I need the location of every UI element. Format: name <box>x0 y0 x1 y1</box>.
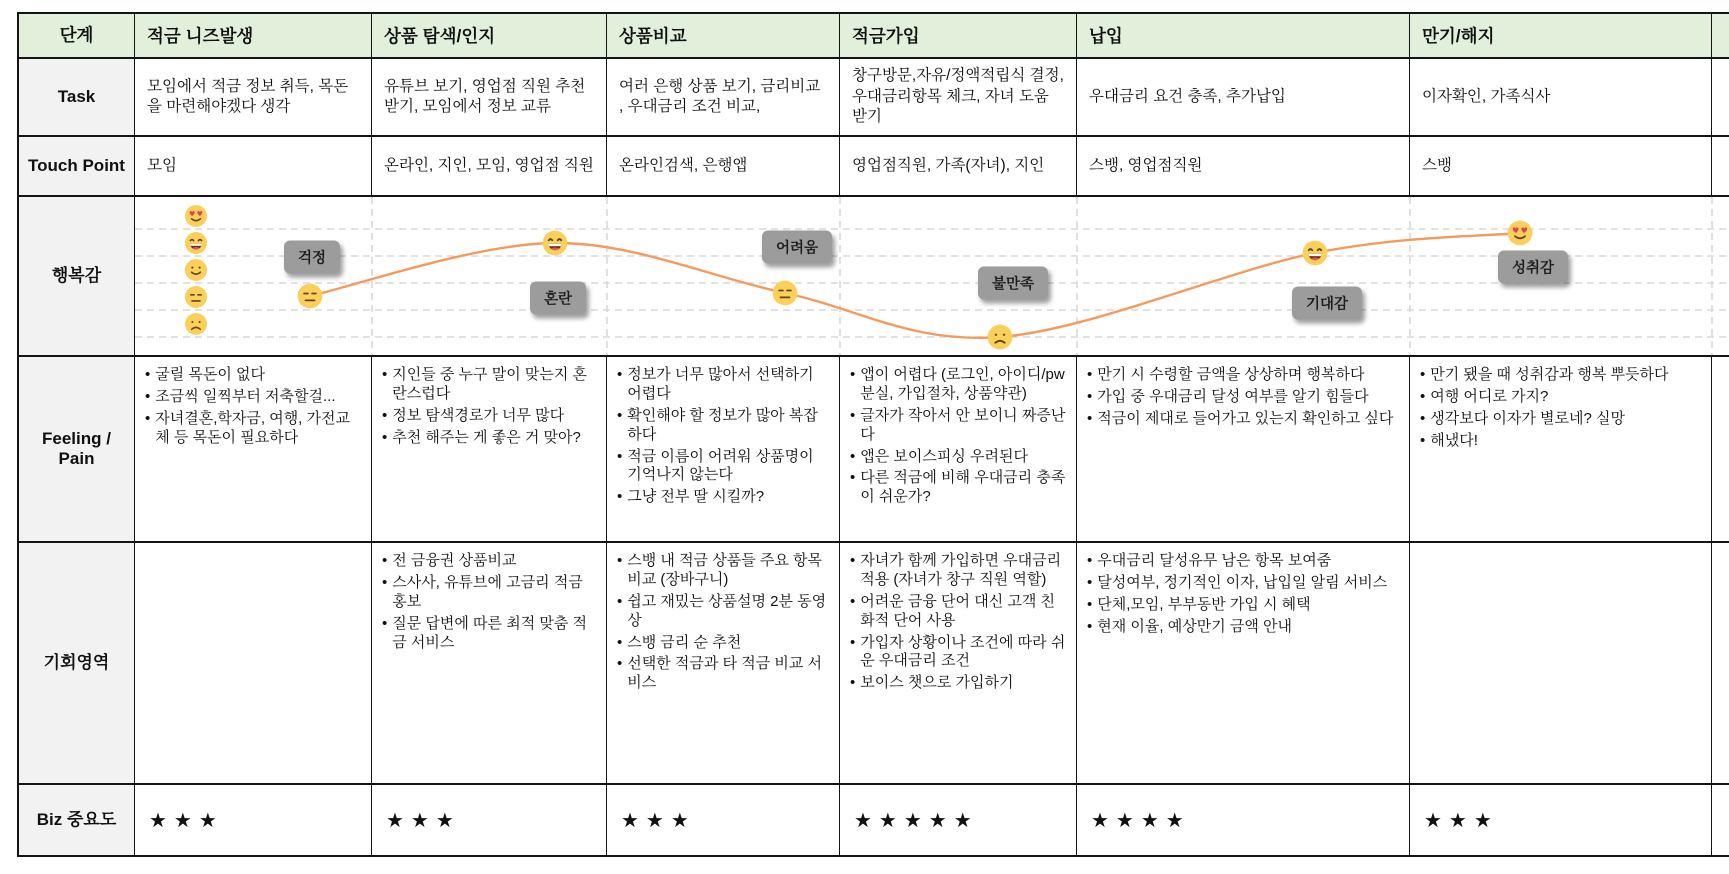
bullet-item: • 선택한 적금과 타 적금 비교 서비스 <box>617 655 822 692</box>
emotion-point-heart-eyes-emoji-icon <box>1507 220 1534 247</box>
feeling-list <box>607 357 840 541</box>
bullet-item: • 앱은 보이스피싱 우려된다 <box>850 447 1028 465</box>
bullet-dot: • <box>1087 387 1093 405</box>
biz-stars-cell: ★★★ <box>372 785 607 855</box>
bullet-item: • 쉽고 재밌는 상품설명 2분 동영상 <box>617 592 827 629</box>
opportunity-list <box>1410 543 1712 783</box>
bullet-dot: • <box>1087 595 1093 613</box>
bullet-item: • 달성여부, 정기적인 이자, 납입일 알림 서비스 <box>1087 573 1388 591</box>
bullet-item: • 확인해야 할 정보가 많아 복잡하다 <box>617 406 818 443</box>
bullet-item: • 생각보다 이자가 별로네? 실망 <box>1420 409 1625 427</box>
stage-header-maturity: 만기/해지 <box>1410 14 1712 57</box>
bullet-dot: • <box>617 592 623 610</box>
biz-cell-cropped <box>1712 785 1729 855</box>
task-cell: 유튜브 보기, 영업점 직원 추천 받기, 모임에서 정보 교류 <box>372 59 607 135</box>
bullet-item: • 어려운 금융 단어 대신 고객 친화적 단어 사용 <box>850 592 1055 629</box>
customer-journey-map <box>17 12 1729 857</box>
row-label-happiness: 행복감 <box>19 197 135 355</box>
row-label-biz: Biz 중요도 <box>19 785 135 855</box>
biz-stars-cell: ★★★ <box>607 785 840 855</box>
bullet-item: • 그냥 전부 딸 시킬까? <box>617 488 765 506</box>
touchpoint-cell: 온라인검색, 은행앱 <box>607 137 840 195</box>
bullet-item: • 해냈다! <box>1420 431 1478 449</box>
emotion-point-neutral-emoji-icon <box>772 280 799 307</box>
feeling-list <box>135 357 372 541</box>
bullet-dot: • <box>850 366 856 383</box>
bullet-dot: • <box>1087 552 1093 569</box>
bullet-dot: • <box>145 409 151 427</box>
bullet-item: • 글자가 작아서 안 보이니 짜증난다 <box>850 406 1066 443</box>
bullet-item: • 만기 됐을 때 성취감과 행복 뿌듯하다 <box>1420 366 1669 383</box>
row-label-stage: 단계 <box>19 14 135 57</box>
bullet-item: • 추천 해주는 게 좋은 거 맞아? <box>382 428 581 446</box>
stage-header-needs: 적금 니즈발생 <box>135 14 372 57</box>
bullet-item: • 가입자 상황이나 조건에 따라 쉬운 우대금리 조건 <box>850 633 1066 670</box>
stage-header-explore: 상품 탐색/인지 <box>372 14 607 57</box>
biz-stars-cell: ★★★ <box>1410 785 1712 855</box>
emotion-label: 불만족 <box>978 267 1048 300</box>
bullet-dot: • <box>382 552 388 569</box>
bullet-dot: • <box>617 406 623 424</box>
feeling-list <box>372 357 607 541</box>
emotion-label: 어려움 <box>762 231 832 264</box>
bullet-dot: • <box>850 633 856 651</box>
bullet-dot: • <box>850 447 856 465</box>
opportunity-cell-cropped <box>1712 543 1729 783</box>
bullet-dot: • <box>382 428 388 446</box>
feeling-list <box>1077 357 1410 541</box>
touchpoint-cell: 스뱅, 영업점직원 <box>1077 137 1410 195</box>
touchpoint-cell: 온라인, 지인, 모임, 영업점 직원 <box>372 137 607 195</box>
bullet-dot: • <box>382 366 388 383</box>
task-row <box>19 59 1729 137</box>
scale-grin-emoji-icon <box>184 231 208 255</box>
biz-stars-cell: ★★★★ <box>1077 785 1410 855</box>
opportunity-row <box>19 543 1729 785</box>
bullet-item: • 앱이 어렵다 (로그인, 아이디/pw분실, 가입절차, 상품약관) <box>850 366 1065 402</box>
bullet-dot: • <box>850 592 856 610</box>
bullet-dot: • <box>1420 366 1426 383</box>
emotion-label: 혼란 <box>530 282 586 315</box>
stage-header-join: 적금가입 <box>840 14 1077 57</box>
bullet-dot: • <box>1087 573 1093 591</box>
bullet-item: • 우대금리 달성유무 남은 항목 보여줌 <box>1087 552 1332 569</box>
bullet-dot: • <box>617 633 623 651</box>
bullet-item: • 단체,모임, 부부동반 가입 시 혜택 <box>1087 595 1311 613</box>
bullet-item: • 보이스 챗으로 가입하기 <box>850 674 1014 692</box>
bullet-item: • 만기 시 수령할 금액을 상상하며 행복하다 <box>1087 366 1365 383</box>
bullet-item: • 자녀결혼,학자금, 여행, 가전교체 등 목돈이 필요하다 <box>145 409 350 446</box>
emotion-canvas <box>135 197 1729 355</box>
emotion-label: 성취감 <box>1498 251 1568 284</box>
bullet-item: • 정보가 너무 많아서 선택하기 어렵다 <box>617 366 814 402</box>
row-label-feeling: Feeling / Pain <box>19 357 135 541</box>
bullet-item: • 스사사, 유튜브에 고금리 적금 홍보 <box>382 573 583 610</box>
opportunity-list <box>135 543 372 783</box>
opportunity-list <box>840 543 1077 783</box>
bullet-item: • 전 금융권 상품비교 <box>382 552 517 569</box>
task-cell: 창구방문,자유/정액적립식 결정, 우대금리항목 체크, 자녀 도움 받기 <box>840 59 1077 135</box>
bullet-item: • 굴릴 목돈이 없다 <box>145 366 266 383</box>
emotion-point-neutral-emoji-icon <box>297 283 324 310</box>
touchpoint-cell: 영업점직원, 가족(자녀), 지인 <box>840 137 1077 195</box>
stage-header-payment: 납입 <box>1077 14 1410 57</box>
bullet-item: • 질문 답변에 따른 최적 맞춤 적금 서비스 <box>382 614 587 651</box>
task-cell: 여러 은행 상품 보기, 금리비교 , 우대금리 조건 비교, <box>607 59 840 135</box>
emotion-point-grin-emoji-icon <box>1302 240 1329 267</box>
task-cell: 모임에서 적금 정보 취득, 목돈을 마련해야겠다 생각 <box>135 59 372 135</box>
stage-header-cropped <box>1712 14 1729 57</box>
bullet-dot: • <box>617 655 623 673</box>
bullet-item: • 스뱅 금리 순 추천 <box>617 633 742 651</box>
bullet-item: • 가입 중 우대금리 달성 여부를 알기 힘들다 <box>1087 387 1369 405</box>
task-cell: 우대금리 요건 충족, 추가납입 <box>1077 59 1410 135</box>
bullet-dot: • <box>617 552 623 569</box>
bullet-item: • 적금 이름이 어려워 상품명이 기억나지 않는다 <box>617 447 814 484</box>
bullet-item: • 여행 어디로 가지? <box>1420 387 1549 405</box>
bullet-dot: • <box>617 366 623 383</box>
feeling-list <box>840 357 1077 541</box>
bullet-dot: • <box>145 366 151 383</box>
feeling-pain-row <box>19 357 1729 543</box>
scale-heart-eyes-emoji-icon <box>184 204 208 228</box>
bullet-dot: • <box>1087 617 1093 635</box>
bullet-dot: • <box>382 614 388 632</box>
opportunity-list <box>372 543 607 783</box>
touchpoint-cell-cropped <box>1712 137 1729 195</box>
emotion-curve <box>310 233 1520 338</box>
bullet-dot: • <box>1420 431 1426 449</box>
bullet-item: • 정보 탐색경로가 너무 많다 <box>382 406 565 424</box>
emotion-point-grin-emoji-icon <box>542 230 569 257</box>
task-cell: 이자확인, 가족식사 <box>1410 59 1712 135</box>
bullet-item: • 다른 적금에 비해 우대금리 충족이 쉬운가? <box>850 469 1066 506</box>
bullet-dot: • <box>850 406 856 424</box>
bullet-item: • 스뱅 내 적금 상품들 주요 항목 비교 (장바구니) <box>617 552 822 588</box>
feeling-list <box>1410 357 1712 541</box>
bullet-item: • 지인들 중 누구 말이 맞는지 혼란스럽다 <box>382 366 587 402</box>
row-label-touchpoint: Touch Point <box>19 137 135 195</box>
row-label-task: Task <box>19 59 135 135</box>
bullet-dot: • <box>1420 409 1426 427</box>
scale-sad-emoji-icon <box>184 312 208 336</box>
bullet-dot: • <box>145 387 151 405</box>
bullet-item: • 자녀가 함께 가입하면 우대금리 적용 (자녀가 창구 직원 역할) <box>850 552 1062 588</box>
stage-header-row <box>19 14 1729 59</box>
row-label-opportunity: 기회영역 <box>19 543 135 783</box>
biz-importance-row <box>19 785 1729 857</box>
biz-stars-cell: ★★★ <box>135 785 372 855</box>
bullet-dot: • <box>1087 366 1093 383</box>
scale-smile-emoji-icon <box>184 258 208 282</box>
opportunity-list <box>607 543 840 783</box>
bullet-dot: • <box>617 447 623 465</box>
emotion-label: 걱정 <box>284 241 340 274</box>
feeling-cell-cropped <box>1712 357 1729 541</box>
task-cell-cropped <box>1712 59 1729 135</box>
touchpoint-cell: 모임 <box>135 137 372 195</box>
bullet-dot: • <box>382 573 388 591</box>
touchpoint-row <box>19 137 1729 197</box>
bullet-item: • 적금이 제대로 들어가고 있는지 확인하고 싶다 <box>1087 409 1394 427</box>
scale-neutral-emoji-icon <box>184 285 208 309</box>
happiness-row <box>19 197 1729 357</box>
bullet-dot: • <box>617 488 623 506</box>
emotion-grid-and-curve <box>135 197 1727 355</box>
stage-header-compare: 상품비교 <box>607 14 840 57</box>
bullet-item: • 현재 이율, 예상만기 금액 안내 <box>1087 617 1292 635</box>
bullet-dot: • <box>1420 387 1426 405</box>
emotion-point-sad-emoji-icon <box>987 324 1014 351</box>
opportunity-list <box>1077 543 1410 783</box>
bullet-item: • 조금씩 일찍부터 저축할걸... <box>145 387 336 405</box>
bullet-dot: • <box>1087 409 1093 427</box>
bullet-dot: • <box>382 406 388 424</box>
bullet-dot: • <box>850 552 856 569</box>
bullet-dot: • <box>850 469 856 487</box>
touchpoint-cell: 스뱅 <box>1410 137 1712 195</box>
biz-stars-cell: ★★★★★ <box>840 785 1077 855</box>
bullet-dot: • <box>850 674 856 692</box>
emotion-label: 기대감 <box>1292 287 1362 320</box>
